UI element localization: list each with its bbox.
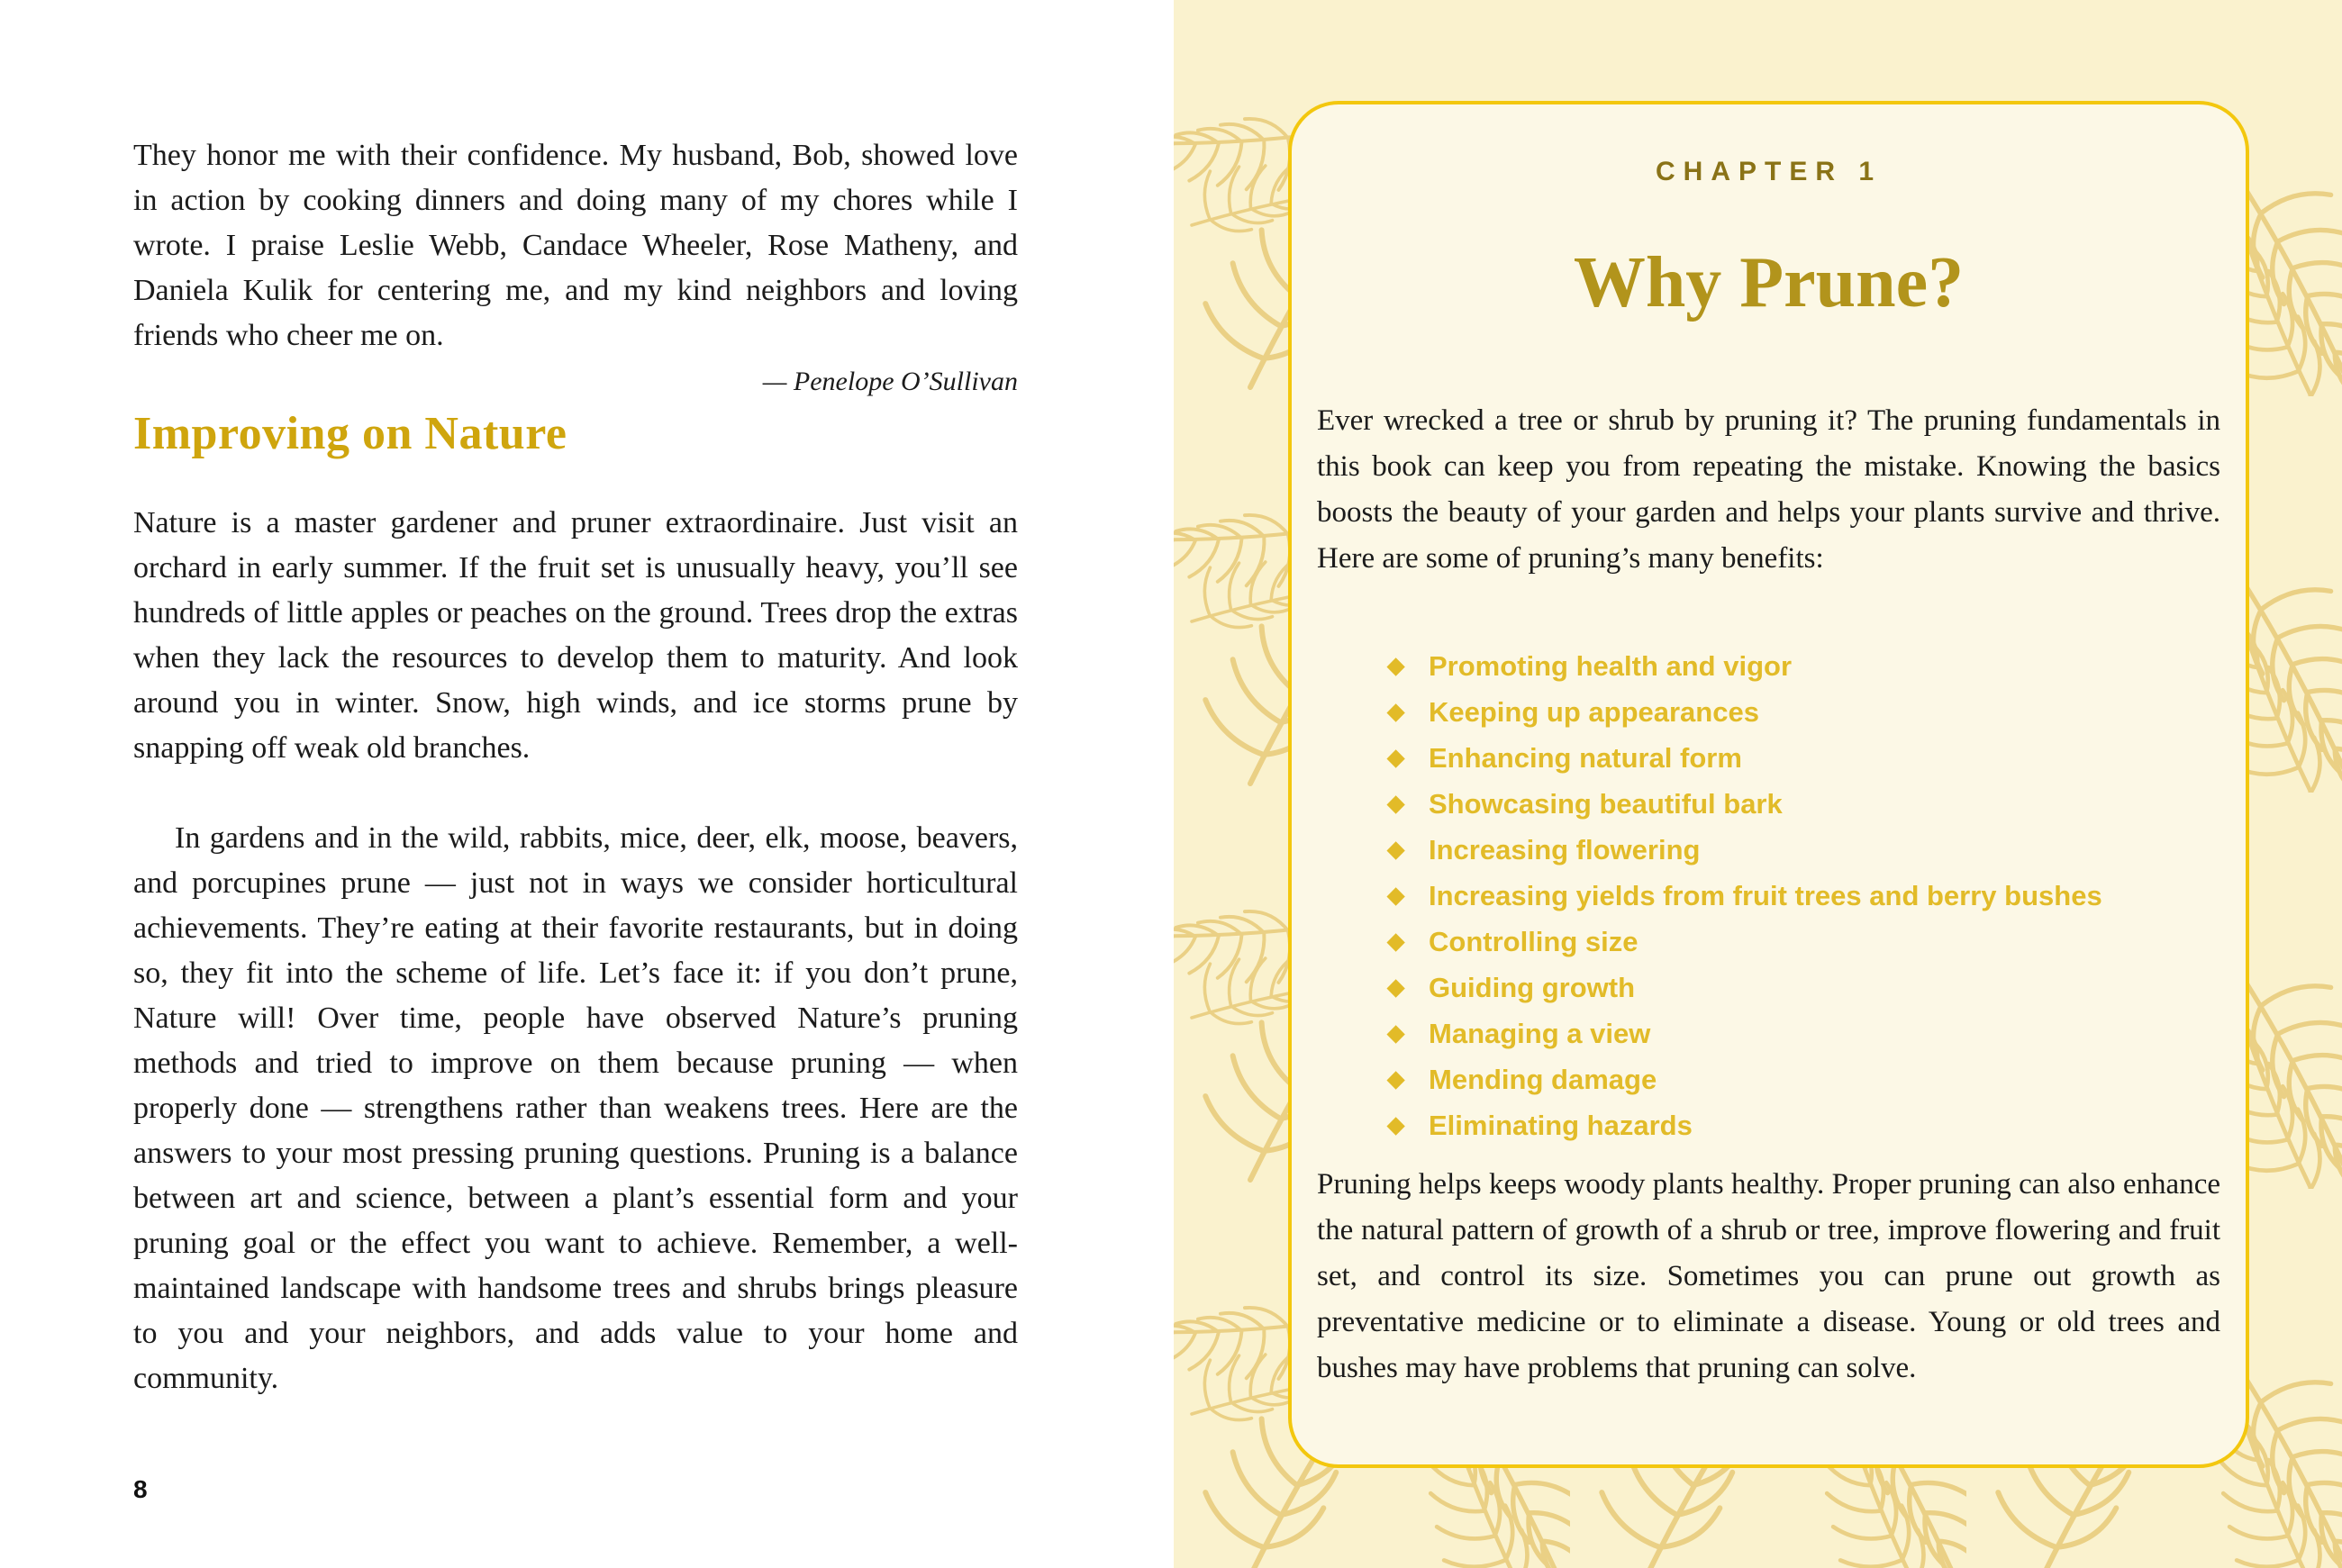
benefit-label: Showcasing beautiful bark xyxy=(1429,788,1783,820)
diamond-bullet-icon: ◆ xyxy=(1387,837,1405,862)
benefit-item xyxy=(1387,827,2220,873)
benefit-label: Enhancing natural form xyxy=(1429,742,1742,774)
diamond-bullet-icon: ◆ xyxy=(1387,653,1405,678)
benefit-item xyxy=(1387,689,2220,735)
benefit-item xyxy=(1387,1056,2220,1102)
diamond-bullet-icon: ◆ xyxy=(1387,929,1405,954)
benefit-label: Promoting health and vigor xyxy=(1429,650,1793,682)
chapter-box xyxy=(1288,101,2249,1468)
benefit-item xyxy=(1387,1011,2220,1056)
diamond-bullet-icon: ◆ xyxy=(1387,699,1405,724)
body-paragraph: In gardens and in the wild, rabbits, mice, deer, elk, moose, beavers, and porcupines prune — just not in ways we consider horticultural achievements. They’re eating at their favorite restaurants, but in doing so, they fit into the scheme of life. Let’s face it: if you don’t prune, Nature will! Over time, people have observed Nature’s pruning methods and tried to improve on them because pruning — when properly done — strengthens rather than weakens trees. Here are the answers to your most pressing pruning questions. Pruning is a balance between art and science, between a plant’s essential form and your pruning goal or the effect you want to achieve. Remember, a well-maintained landscape with handsome trees and shrubs brings pleasure to you and your neighbors, and adds value to your home and community. xyxy=(133,821,1018,1395)
benefit-label: Guiding growth xyxy=(1429,972,1636,1003)
attribution: — Penelope O’Sullivan xyxy=(762,367,1018,396)
benefit-label: Managing a view xyxy=(1429,1018,1651,1049)
benefit-item xyxy=(1387,919,2220,965)
chapter-closing-paragraph: Pruning helps keeps woody plants healthy. Proper pruning can also enhance the natural pattern of growth of a shrub or tree, improve flowering and fruit set, and control its size. Sometimes you can prune out growth as preventative medicine or to eliminate a disease. Young or old trees and bushes may have problems that pruning can solve. xyxy=(1317,1168,2220,1384)
benefit-item xyxy=(1387,1102,2220,1148)
benefit-label: Controlling size xyxy=(1429,926,1638,957)
benefit-item xyxy=(1387,873,2220,919)
chapter-label: CHAPTER 1 xyxy=(1655,157,1883,186)
diamond-bullet-icon: ◆ xyxy=(1387,791,1405,816)
page-number: 8 xyxy=(133,1475,148,1503)
diamond-bullet-icon: ◆ xyxy=(1387,1112,1405,1137)
chapter-intro-paragraph: Ever wrecked a tree or shrub by pruning it? The pruning fundamentals in this book can keep you from repeating the mistake. Knowing the basics boosts the beauty of your garden and helps your plants survive and thrive. Here are some of pruning’s many benefits: xyxy=(1317,404,2220,575)
body-paragraph: Nature is a master gardener and pruner extraordinaire. Just visit an orchard in early summer. If the fruit set is unusually heavy, you’ll see hundreds of little apples or peaches on the ground. Trees drop the extras when they lack the resources to develop them to maturity. And look around you in winter. Snow, high winds, and ice storms prune by snapping off weak old branches. xyxy=(133,506,1018,765)
diamond-bullet-icon: ◆ xyxy=(1387,1066,1405,1092)
chapter-title: Why Prune? xyxy=(1573,243,1965,322)
diamond-bullet-icon: ◆ xyxy=(1387,745,1405,770)
diamond-bullet-icon: ◆ xyxy=(1387,883,1405,908)
diamond-bullet-icon: ◆ xyxy=(1387,974,1405,1000)
benefit-label: Increasing yields from fruit trees and berry bushes xyxy=(1429,880,2102,911)
benefit-label: Eliminating hazards xyxy=(1429,1110,1693,1141)
diamond-bullet-icon: ◆ xyxy=(1387,1020,1405,1046)
acknowledgment-paragraph: They honor me with their confidence. My husband, Bob, showed love in action by cooking dinners and doing many of my chores while I wrote. I praise Leslie Webb, Candace Wheeler, Rose Matheny, and Daniela Kulik for centering me, and my kind neighbors and loving friends who cheer me on. xyxy=(133,139,1018,352)
benefit-item xyxy=(1387,643,2220,689)
benefits-list xyxy=(1387,643,2220,1148)
benefit-item xyxy=(1387,781,2220,827)
benefit-label: Keeping up appearances xyxy=(1429,696,1759,728)
benefit-label: Increasing flowering xyxy=(1429,834,1701,866)
benefit-item xyxy=(1387,965,2220,1011)
right-page xyxy=(1174,0,2342,1568)
section-heading: Improving on Nature xyxy=(133,408,567,459)
benefit-label: Mending damage xyxy=(1429,1064,1657,1095)
benefit-item xyxy=(1387,735,2220,781)
